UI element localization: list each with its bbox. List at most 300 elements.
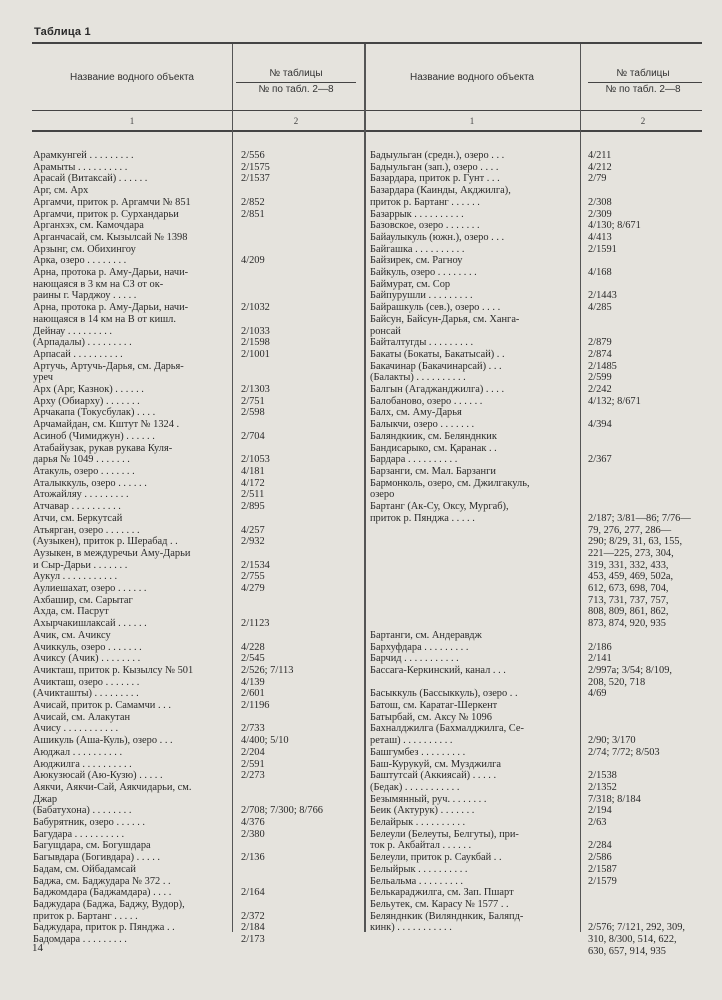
top-rule: [32, 42, 702, 44]
table-row: [33, 653, 265, 665]
row-name: Бартанг (Ак-Су, Оксу, Мургаб),: [370, 501, 509, 513]
row-table-ref: 2/194: [588, 805, 612, 817]
row-table-ref: 2/733: [241, 723, 265, 735]
row-name: Багудара . . . . . . . . . .: [33, 828, 125, 840]
table-row: [370, 489, 530, 501]
row-name: Белеули, приток р. Саукбай . .: [370, 852, 502, 864]
row-name: [370, 536, 530, 548]
row-table-ref: 2/874: [588, 348, 612, 360]
table-row: [370, 922, 685, 934]
row-name: Бартанги, см. Андеравдж: [370, 629, 482, 641]
row-name: Баляндкиик, см. Белянднкик: [370, 430, 497, 442]
table-row: [370, 372, 612, 384]
row-table-ref: 2/1579: [588, 875, 617, 887]
row-table-ref: 4/376: [241, 817, 265, 829]
row-table-ref: 612, 673, 698, 704,: [588, 583, 669, 595]
table-row: [33, 372, 193, 384]
row-name: приток р. Бартанг . . . . .: [33, 910, 138, 922]
row-name: Бармонколь, озеро, см. Джилгакуль,: [370, 477, 530, 489]
table-row: [33, 384, 270, 396]
table-row: [33, 664, 294, 677]
row-name: Бассага-Керкинский, канал . . .: [370, 664, 506, 676]
row-table-ref: 2/1443: [588, 290, 617, 302]
row-name: Ачиксу (Ачик) . . . . . . . .: [33, 653, 141, 665]
row-name: озеро: [370, 489, 395, 501]
row-name: Баш-Курукуй, см. Музджилга: [370, 758, 502, 770]
row-name: Безымянный, руч. . . . . . . .: [370, 793, 487, 805]
table-row: [370, 454, 612, 466]
row-name: Аргамчи, приток р. Сурхандарьи: [33, 208, 179, 220]
row-name: ток р. Акбайтал . . . . . .: [370, 840, 472, 852]
table-row: [33, 887, 265, 899]
row-table-ref: 2/1196: [241, 700, 270, 712]
table-row: [370, 887, 530, 899]
table-row: [33, 443, 193, 455]
table-row: [33, 899, 193, 911]
row-table-ref: 2/79: [588, 173, 607, 185]
row-name: Асиноб (Чимиджун) . . . . . .: [33, 430, 155, 442]
divider-left-values: [232, 44, 233, 932]
table-row: [370, 664, 672, 677]
row-table-ref: 2/704: [241, 430, 265, 442]
row-name: Бахналджилга (Бахмалджилга, Се-: [370, 723, 524, 735]
table-row: [33, 220, 193, 232]
row-name: [370, 560, 530, 572]
table-row: [370, 676, 646, 689]
row-table-ref: 310, 8/300, 514, 622,: [588, 934, 677, 946]
row-table-ref: 2/1591: [588, 243, 617, 255]
table-row: [33, 255, 265, 267]
row-table-ref: 2/576; 7/121, 292, 309,: [588, 922, 685, 934]
page-number: 14: [32, 942, 43, 954]
row-name: Ачиккуль, озеро . . . . . . .: [33, 641, 142, 653]
table-row: [370, 840, 612, 852]
row-table-ref: 2/284: [588, 840, 612, 852]
row-table-ref: 4/285: [588, 302, 612, 314]
row-name: дарья № 1049 . . . . . . .: [33, 454, 130, 466]
row-table-ref: 2/601: [241, 688, 265, 700]
row-name: Ачик, см. Ачиксу: [33, 629, 111, 641]
row-name: Аулиешахат, озеро . . . . . .: [33, 583, 147, 595]
table-row: [370, 196, 612, 209]
table-row: [33, 606, 193, 618]
table-row: [33, 477, 265, 490]
row-name: [370, 606, 530, 618]
row-name: Байрашкуль (сев.), озеро . . . .: [370, 302, 501, 314]
row-name: Белькараджилга, см. Зап. Пшарт: [370, 887, 514, 899]
table-row: [370, 524, 672, 537]
row-table-ref: 2/141: [588, 653, 612, 665]
row-name: Арчакапа (Токусбулак) . . . .: [33, 407, 156, 419]
row-table-ref: 4/132; 8/671: [588, 395, 641, 407]
row-table-ref: 2/204: [241, 746, 265, 758]
row-table-ref: 2/1534: [241, 559, 270, 571]
row-name: Байсун, Байсун-Дарья, см. Ханга-: [370, 313, 520, 325]
table-row: [33, 244, 193, 256]
row-name: Ачикташ, приток р. Кызылсу № 501: [33, 664, 194, 676]
table-row: [370, 746, 660, 759]
row-name: Базардара (Каинды, Акджилга),: [370, 185, 511, 197]
row-name: Бельальма . . . . . . . . .: [370, 875, 464, 887]
colnum-left-2: 2: [293, 116, 299, 126]
row-name: Арху (Обиарху) . . . . . . .: [33, 395, 140, 407]
row-name: кинк) . . . . . . . . . . .: [370, 922, 452, 934]
row-table-ref: 2/372: [241, 910, 265, 922]
table-row: [370, 185, 530, 197]
row-name: Атчи, см. Беркутсай: [33, 512, 123, 524]
row-name: Бандисарыко, см. Қаранак . .: [370, 442, 497, 454]
row-name: Базардара, приток р. Гунт . . .: [370, 173, 500, 185]
table-row: [370, 594, 669, 607]
table-row: [33, 618, 270, 630]
row-table-ref: 2/1538: [588, 770, 617, 782]
table-row: [33, 524, 265, 537]
table-row: [370, 688, 607, 700]
row-name: Батырбай, см. Аксу № 1096: [370, 711, 492, 723]
row-table-ref: 2/755: [241, 571, 265, 583]
table-row: [33, 465, 265, 478]
row-name: Бакачинар (Бакачинарсай) . . .: [370, 360, 502, 372]
row-table-ref: 2/63: [588, 817, 607, 829]
row-name: Байаулыкуль (южн.), озеро . . .: [370, 231, 505, 243]
subheader-rule-right: [588, 82, 702, 83]
row-table-ref: 2/184: [241, 922, 265, 934]
row-table-ref: 2/1587: [588, 863, 617, 875]
table-row: [370, 863, 617, 876]
row-name: раины г. Чарджоу . . . . .: [33, 290, 137, 302]
row-table-ref: 4/228: [241, 641, 265, 653]
table-row: [33, 559, 270, 572]
row-name: Бардара . . . . . . . . . .: [370, 454, 458, 466]
row-table-ref: 2/586: [588, 852, 612, 864]
table-row: [33, 501, 265, 513]
header-name-right: Название водного объекта: [410, 72, 534, 83]
table-row: [370, 911, 530, 923]
row-name: Аюджал . . . . . . . . . .: [33, 746, 123, 758]
row-table-ref: 2/273: [241, 770, 265, 782]
row-table-ref: 2/380: [241, 828, 265, 840]
row-name: Белайрык . . . . . . . . . .: [370, 817, 466, 829]
row-table-ref: 4/69: [588, 688, 607, 700]
colnum-rule: [32, 130, 702, 132]
row-name: Баштутсай (Аккиясай) . . . . .: [370, 770, 497, 782]
table-row: [370, 805, 612, 817]
row-table-ref: 2/556: [241, 150, 265, 161]
row-name: Дейнау . . . . . . . . .: [33, 325, 112, 337]
row-name: Батош, см. Каратаг-Шеркент: [370, 700, 498, 712]
row-table-ref: 4/279: [241, 583, 265, 595]
table-row: [33, 302, 270, 314]
divider-middle: [364, 44, 366, 932]
row-table-ref: 2/511: [241, 489, 265, 501]
table-row: [370, 653, 612, 665]
row-name: Арганхэх, см. Камочдара: [33, 220, 144, 232]
table-row: [370, 150, 612, 162]
row-table-ref: 290; 8/29, 31, 63, 155,: [588, 536, 683, 548]
row-table-ref: 2/708; 7/300; 8/766: [241, 805, 323, 817]
row-name: Барчид . . . . . . . . . . .: [370, 653, 459, 665]
table-row: [33, 361, 193, 373]
table-row: [370, 875, 617, 888]
table-row: [33, 208, 265, 221]
table-row: [33, 782, 193, 794]
row-table-ref: 2/932: [241, 536, 265, 548]
table-row: [370, 630, 530, 642]
row-table-ref: 2/1032: [241, 302, 270, 314]
row-name: Баймурат, см. Сор: [370, 278, 451, 290]
table-row: [33, 395, 265, 408]
row-name: Баджудара, приток р. Пянджа . .: [33, 922, 175, 934]
table-row: [370, 606, 669, 618]
row-name: Бадомдара . . . . . . . . .: [33, 934, 127, 946]
table-row: [370, 208, 612, 221]
table-row: [33, 910, 265, 923]
row-name: Байгашка . . . . . . . . . .: [370, 243, 465, 255]
row-table-ref: 2/1537: [241, 173, 270, 185]
table-row: [33, 314, 193, 326]
right-column: [370, 150, 691, 958]
row-name: Аукул . . . . . . . . . . .: [33, 571, 118, 583]
row-name: нающаяся в 3 км на СЗ от ок-: [33, 278, 164, 290]
row-name: Байталтугды . . . . . . . . .: [370, 337, 474, 349]
row-name: Ачису . . . . . . . . . . .: [33, 723, 119, 735]
table-row: [33, 712, 193, 724]
header-table-sub-right: № по табл. 2—8: [605, 84, 681, 95]
table-row: [370, 407, 530, 419]
header-name-left: Название водного объекта: [70, 72, 194, 83]
row-table-ref: 2/879: [588, 337, 612, 349]
table-row: [33, 548, 193, 560]
table-row: [370, 279, 530, 291]
table-row: [370, 302, 612, 314]
row-table-ref: 7/318; 8/184: [588, 793, 641, 805]
table-row: [33, 419, 193, 431]
table-row: [370, 641, 612, 654]
row-name: Байзирек, см. Рагноу: [370, 255, 463, 267]
row-table-ref: 208, 520, 718: [588, 676, 646, 688]
row-table-ref: 2/1033: [241, 325, 270, 337]
row-table-ref: 808, 809, 861, 862,: [588, 606, 669, 618]
row-table-ref: 4/400; 5/10: [241, 735, 289, 747]
divider-right-values: [580, 44, 581, 932]
subheader-rule-left: [236, 82, 356, 83]
row-name: (Балакты) . . . . . . . . . .: [370, 372, 466, 384]
row-name: Ахбашир, см. Сарытаг: [33, 594, 133, 606]
row-table-ref: 4/172: [241, 477, 265, 489]
row-table-ref: 2/1485: [588, 360, 617, 372]
table-row: [370, 326, 530, 338]
row-name: Аргамчи, приток р. Аргамчи № 851: [33, 196, 191, 208]
row-name: Багущдара, см. Богушдара: [33, 840, 151, 852]
table-row: [33, 934, 265, 946]
table-row: [370, 817, 607, 829]
row-name: [370, 583, 530, 595]
table-row: [33, 489, 265, 501]
header-table-num-right: № таблицы: [616, 68, 670, 79]
row-name: Басыккуль (Бассыккуль), озеро . .: [370, 688, 518, 700]
table-row: [33, 348, 270, 361]
row-name: Базаррык . . . . . . . . . .: [370, 208, 464, 220]
table-row: [370, 793, 641, 806]
table-row: [33, 817, 265, 829]
table-row: [370, 231, 612, 244]
row-table-ref: 4/413: [588, 231, 612, 243]
row-name: Атьярган, озеро . . . . . . .: [33, 524, 140, 536]
row-name: Багывдара (Богивдара) . . . . .: [33, 852, 161, 864]
row-table-ref: 2/851: [241, 208, 265, 220]
row-name: нающаяся в 14 км на В от кишл.: [33, 313, 176, 325]
row-name: Бельутек, см. Карасу № 1577 . .: [370, 899, 509, 910]
row-table-ref: 2/242: [588, 384, 612, 396]
row-name: Арзынг, см. Обихингоу: [33, 243, 136, 255]
row-name: Балобаново, озеро . . . . . .: [370, 395, 483, 407]
row-table-ref: 319, 331, 332, 433,: [588, 559, 669, 571]
row-table-ref: 2/598: [241, 407, 265, 419]
row-name: (Арпадалы) . . . . . . . . .: [33, 337, 132, 349]
table-row: [33, 641, 265, 654]
header-table-num-left: № таблицы: [269, 68, 323, 79]
row-table-ref: 4/181: [241, 465, 265, 477]
table-row: [33, 723, 265, 735]
row-name: Атчавар . . . . . . . . . .: [33, 501, 121, 513]
table-row: [370, 723, 530, 735]
row-name: Бархуфдара . . . . . . . . .: [370, 641, 469, 653]
row-table-ref: 4/209: [241, 255, 265, 267]
row-table-ref: 2/90; 3/170: [588, 735, 636, 747]
table-row: [370, 348, 612, 361]
row-table-ref: 79, 276, 277, 286—: [588, 524, 672, 536]
row-name: Белеули (Белеуты, Белгуты), при-: [370, 828, 519, 840]
table-row: [370, 478, 530, 490]
table-row: [370, 501, 530, 513]
row-name: Бакаты (Бокаты, Бакатысай) . .: [370, 348, 505, 360]
table-row: [33, 150, 265, 162]
table-row: [33, 676, 265, 689]
table-row: [370, 852, 612, 864]
row-table-ref: 2/1303: [241, 384, 270, 396]
row-table-ref: 2/136: [241, 852, 265, 864]
row-table-ref: 2/187; 3/81—86; 7/76—: [588, 512, 691, 524]
table-row: [33, 325, 270, 338]
row-table-ref: 2/1575: [241, 161, 270, 173]
row-name: Арка, озеро . . . . . . . .: [33, 255, 127, 267]
table-row: [33, 828, 265, 841]
row-name: Арасай (Витаксай) . . . . . .: [33, 173, 148, 185]
table-row: [370, 337, 612, 349]
row-table-ref: 2/751: [241, 395, 265, 407]
row-name: Барзанги, см. Мал. Барзанги: [370, 465, 496, 477]
table-row: [370, 934, 677, 946]
table-row: [33, 571, 265, 583]
row-table-ref: 2/852: [241, 196, 265, 208]
table-row: [33, 840, 193, 852]
table-row: [370, 571, 674, 583]
table-row: [370, 770, 617, 782]
row-table-ref: 2/1053: [241, 454, 270, 466]
row-name: Джар: [33, 793, 58, 805]
table-row: [33, 583, 265, 595]
table-row: [370, 243, 617, 256]
row-table-ref: 4/211: [588, 150, 612, 161]
row-name: [370, 934, 530, 946]
table-row: [370, 419, 612, 431]
row-table-ref: 4/130; 8/671: [588, 220, 641, 232]
row-name: Байкуль, озеро . . . . . . . .: [370, 267, 477, 279]
table-row: [33, 852, 265, 864]
table-row: [33, 770, 265, 782]
table-row: [33, 922, 265, 934]
row-name: Байпурушли . . . . . . . . .: [370, 290, 473, 302]
row-table-ref: 221—225, 273, 304,: [588, 547, 674, 559]
table-row: [370, 255, 530, 267]
table-row: [370, 290, 617, 302]
row-name: [370, 571, 530, 583]
table-row: [33, 279, 193, 291]
table-row: [370, 945, 666, 958]
row-table-ref: 2/173: [241, 934, 265, 946]
row-table-ref: 4/139: [241, 676, 265, 688]
row-table-ref: 2/526; 7/113: [241, 664, 294, 676]
table-row: [33, 267, 193, 279]
row-name: Балыкчи, озеро . . . . . . .: [370, 419, 475, 431]
row-name: Баджудара (Баджа, Баджу, Вудор),: [33, 899, 185, 910]
row-name: Аузыкен, в междуречьи Аму-Дарьи: [33, 547, 191, 559]
row-name: [370, 946, 530, 958]
row-table-ref: 2/591: [241, 758, 265, 770]
row-name: приток р. Пянджа . . . . .: [370, 512, 475, 524]
row-table-ref: 2/599: [588, 372, 612, 384]
table-row: [33, 430, 265, 443]
table-row: [33, 595, 193, 607]
row-name: [370, 548, 530, 560]
row-table-ref: 2/1123: [241, 618, 270, 630]
row-name: Балгын (Агаджанджилга) . . . .: [370, 384, 505, 396]
table-row: [370, 759, 530, 771]
table-row: [370, 618, 666, 630]
table-row: [33, 407, 265, 419]
table-row: [370, 314, 530, 326]
row-name: Базовское, озеро . . . . . . .: [370, 220, 480, 232]
table-row: [370, 712, 530, 724]
colnum-right-1: 1: [469, 116, 475, 126]
row-name: [370, 677, 530, 689]
row-name: Бадам, см. Ойбадамсай: [33, 863, 136, 875]
row-name: Бабурятник, озеро . . . . . .: [33, 817, 146, 829]
row-name: Баджомдара (Баджамдара) . . . .: [33, 887, 172, 899]
table-row: [33, 700, 270, 712]
row-table-ref: 453, 459, 469, 502a,: [588, 571, 674, 583]
table-row: [370, 443, 530, 455]
row-table-ref: 4/257: [241, 524, 265, 536]
row-name: Ачисай, см. Алакутан: [33, 711, 131, 723]
table-row: [370, 536, 683, 548]
table-row: [33, 337, 270, 349]
table-row: [33, 805, 323, 817]
row-table-ref: 713, 731, 737, 757,: [588, 594, 669, 606]
row-name: Арна, протока р. Аму-Дарьи, начи-: [33, 302, 189, 314]
row-name: Арчамайдан, см. Кштут № 1324 .: [33, 419, 180, 431]
row-name: Бадыульган (средн.), озеро . . .: [370, 150, 505, 161]
row-name: [370, 618, 530, 630]
table-row: [33, 746, 265, 759]
row-name: (Бабатухона) . . . . . . . .: [33, 805, 132, 817]
row-table-ref: 630, 657, 914, 935: [588, 945, 666, 957]
table-row: [370, 735, 636, 747]
table-row: [33, 232, 193, 244]
row-table-ref: 2/309: [588, 208, 612, 220]
table-row: [33, 536, 265, 548]
table-row: [33, 735, 289, 747]
